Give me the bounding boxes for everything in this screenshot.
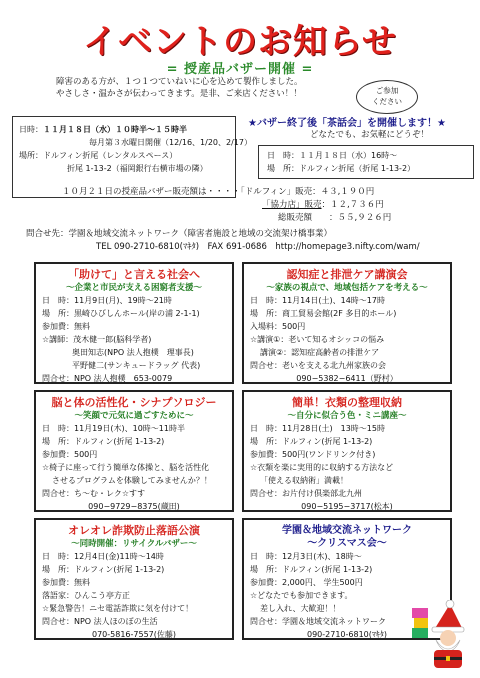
panel-line: 日 時：12月3日(木)、18時〜 [250, 552, 362, 561]
panel-title: 認知症と排泄ケア講演会 [286, 268, 408, 281]
panel-line: 講演②：認知症高齢者の排泄ケア [260, 348, 380, 357]
panel-line: 平野健二(サンキュードラッグ 代表) [72, 361, 201, 370]
panel-line: 問合せ：NPO 法人ほのぼの生活 [42, 617, 158, 626]
event-panel-synapsology [34, 390, 234, 512]
gift-box-icon [412, 628, 428, 638]
speech-bubble [356, 80, 418, 114]
panel-line: 入場料：500円 [250, 322, 306, 331]
panel-line: ☆講師：茂木健一郎(脳科学者) [42, 335, 152, 344]
panel-line: させるプログラムを体験してみませんか？！ [52, 476, 212, 485]
tea-date: 日 時：１１月１８日（水）16時〜 [267, 151, 398, 160]
santa-illustration [410, 600, 472, 670]
panel-line: 場 所：黒崎ひびしんホール(岸の浦 2-1-1) [42, 309, 200, 318]
panel-line: ☆衣類を楽に実用的に収納する方法など [250, 463, 394, 472]
panel-line: 日 時：12月4日(金)11時〜14時 [42, 552, 164, 561]
panel-line: 参加費：無料 [42, 322, 90, 331]
intro-line-1: 障害のある方が、１つ１つていねいに心を込めて製作しました。 [56, 77, 303, 87]
panel-line: 「使える収納術」満載！ [260, 476, 348, 485]
panel-line: 参加費：無料 [42, 578, 90, 587]
panel-line: 参加費：500円(ワンドリンク付き) [250, 450, 376, 459]
bazaar-place-label: 場所： [19, 151, 43, 160]
speech-bubble-text: ご参加 ください [372, 86, 402, 106]
event-panel-storage [242, 390, 452, 512]
panel-title: オレオレ詐欺防止落語公演 [68, 524, 200, 537]
panel-line: 問合せ：ち〜む・レク☆すす [42, 489, 146, 498]
sales-coop-label: 「協力店」販売 [262, 200, 322, 210]
panel-subtitle: 〜同時開催：リサイクルバザー〜 [71, 539, 197, 549]
intro-line-2: やさしさ・温かさが伝わってきます。是非、ご来店ください！！ [56, 89, 302, 99]
bazaar-date [19, 123, 229, 136]
contact-line-2[interactable]: TEL 090-2710-6810(ﾏｷﾀ) FAX 691-0686 http://homepage3.nifty.com/wam/ [96, 242, 420, 252]
bazaar-place [19, 149, 229, 162]
panel-line: 参加費：2,000円、 学生500円 [250, 578, 363, 587]
panel-line: 日 時：11月28日(土) 13時〜15時 [250, 424, 385, 433]
sales-line-1: １０月２１日の授産品バザー販売額は・・・・「ドルフィン」販売：４３,１９０円 [62, 187, 375, 197]
panel-subtitle: 〜笑顔で元気に過ごすために〜 [74, 411, 194, 421]
panel-subtitle: 〜企業と市民が支える困窮者支援〜 [65, 283, 202, 293]
panel-line: 場 所：ドルフィン(折尾 1-13-2) [250, 437, 373, 446]
panel-line: 070-5816-7557(佐藤) [91, 630, 176, 639]
bazaar-address: 折尾 1-13-2（福岡銀行右横市場の隣） [67, 164, 208, 173]
bazaar-monthly: 毎月第３水曜日開催（12/16、1/20、2/17） [89, 138, 252, 147]
panel-line: 日 時：11月14日(土)、14時〜17時 [250, 296, 385, 305]
tea-place: 場 所：ドルフィン折尾（折尾 1-13-2） [267, 164, 416, 173]
panel-line: 場 所：ドルフィン(折尾 1-13-2) [42, 437, 165, 446]
event-panel-rakugo [34, 518, 234, 640]
gift-box-icon [414, 618, 428, 628]
panel-line: ☆椅子に座って行う簡単な体操と、脳を活性化 [42, 463, 210, 472]
panel-subtitle: 〜自分に似合う色・ミニ講座〜 [287, 411, 407, 421]
panel-line: 日 時：11月9日(月)、19時〜21時 [42, 296, 172, 305]
tea-party-box [258, 145, 474, 179]
panel-line: 場 所：商工貿易会館(2F 多目的ホール) [250, 309, 397, 318]
panel-subtitle: 〜家族の視点で、地域包括ケアを考える〜 [266, 283, 428, 293]
panel-line: 奥田知志(NPO 法人抱樸 理事長) [72, 348, 194, 357]
page-title: イベントのお知らせ [83, 22, 397, 62]
event-panel-support [34, 262, 234, 384]
tea-party-heading: ★バザー終了後「茶話会」を開催します！★ [248, 118, 446, 129]
contact-line-1: 問合せ先：学園＆地域交流ネットワーク（障害者施設と地域の交流架け橋事業） [26, 229, 333, 239]
event-panel-dementia [242, 262, 452, 384]
panel-line: 参加費：500円 [42, 450, 98, 459]
panel-line: 090−5195−3717(松本) [301, 502, 393, 511]
panel-line: 090-2710-6810(ﾏｷﾀ) [306, 630, 387, 639]
bazaar-place-value: ドルフィン折尾（レンタルスペース） [43, 151, 178, 160]
panel-line: ☆講演①：老いて知るオシッコの悩み [250, 335, 385, 344]
bazaar-date-label: 日時： [19, 125, 43, 134]
panel-line: 090−5382−6411（野村） [296, 374, 398, 383]
panel-line: ☆緊急警告！ニセ電話詐欺に気を付けて！ [42, 604, 194, 613]
panel-line: 問合せ：NPO 法人抱樸 653-0079 [42, 374, 173, 383]
sales-line-3: 総販売額 ：５５,９２６円 [278, 213, 392, 223]
panel-line: 問合せ：学園＆地域交流ネットワーク [250, 617, 386, 626]
panel-line: ☆どなたでも参加できます。 [250, 591, 353, 600]
panel-line: 日 時：11月19日(木)、10時〜11時半 [42, 424, 185, 433]
panel-title: 「助けて」と言える社会へ [68, 268, 200, 281]
panel-title: 脳と体の活性化・シナプソロジー [51, 396, 217, 409]
panel-line: 差し入れ、大歓迎！！ [260, 604, 341, 613]
tea-party-subheading: どなたでも、お気軽にどうぞ！ [310, 130, 430, 140]
panel-line: 落語家：ひんこう亭方正 [42, 591, 130, 600]
panel-line: 問合せ：老いを支える北九州家族の会 [250, 361, 386, 370]
panel-line: 090−9729−8375(蔵田) [88, 502, 180, 511]
panel-title: 学園＆地域交流ネットワーク [282, 525, 412, 536]
panel-subtitle: 〜クリスマス会〜 [307, 538, 387, 549]
sales-line-2 [262, 199, 384, 211]
panel-line: 場 所：ドルフィン(折尾 1-13-2) [42, 565, 165, 574]
panel-line: 場 所：ドルフィン(折尾 1-13-2) [250, 565, 373, 574]
page-subtitle: = 授産品バザー開催 = [166, 62, 314, 77]
bazaar-date-value: １１月１８日（水）１０時半〜１５時半 [43, 125, 187, 134]
panel-title: 簡単！衣類の整理収納 [292, 396, 402, 409]
sales-coop-value: ：１２,７３６円 [321, 200, 384, 210]
panel-line: 問合せ：お片付け倶楽部北九州 [250, 489, 362, 498]
gift-box-icon [412, 608, 428, 618]
